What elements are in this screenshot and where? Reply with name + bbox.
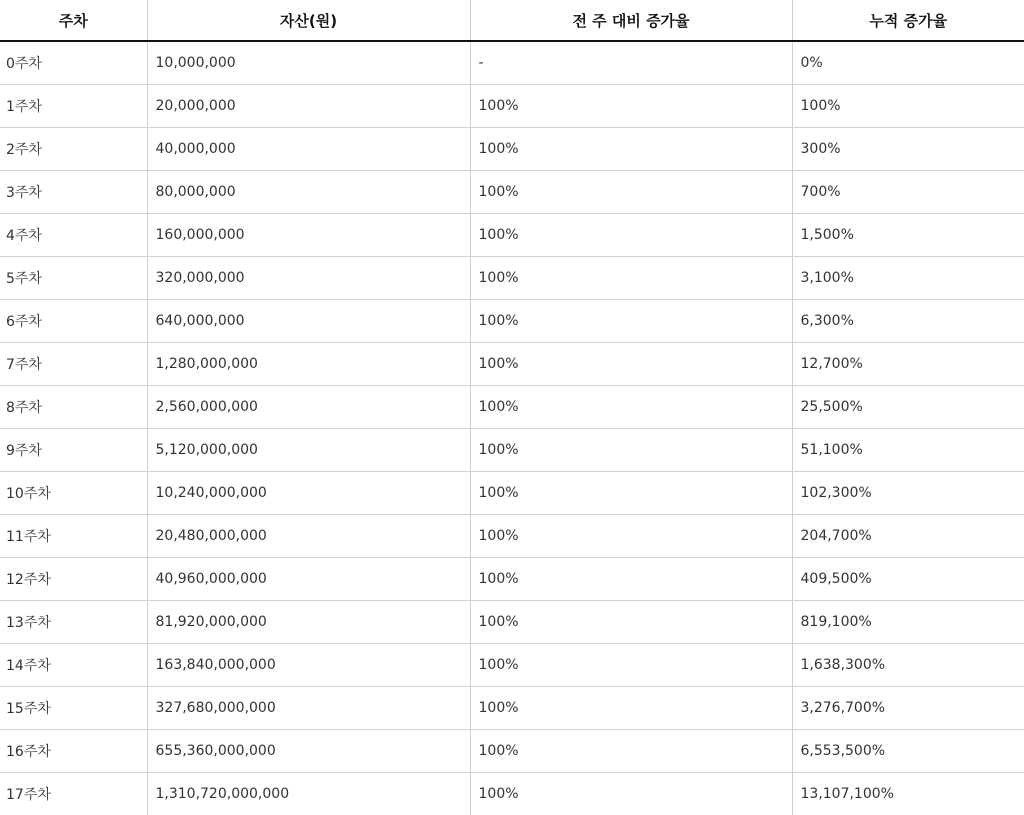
weekly-growth-cell: 100% — [470, 299, 792, 342]
table-row — [0, 600, 1024, 643]
header-cumulative-growth: 누적 증가율 — [792, 0, 1024, 41]
weekly-growth-cell: 100% — [470, 557, 792, 600]
cumulative-growth-cell: 700% — [792, 170, 1024, 213]
cumulative-growth-cell: 204,700% — [792, 514, 1024, 557]
table-row — [0, 471, 1024, 514]
weekly-growth-cell: 100% — [470, 471, 792, 514]
cumulative-growth-cell: 13,107,100% — [792, 772, 1024, 815]
week-cell: 17주차 — [6, 786, 51, 803]
week-cell: 0주차 — [0, 41, 147, 84]
table-row — [0, 170, 1024, 213]
week-cell: 6주차 — [0, 299, 147, 342]
asset-cell: 1,310,720,000,000 — [147, 772, 470, 815]
asset-cell: 320,000,000 — [147, 256, 470, 299]
header-weekly-growth: 전 주 대비 증가율 — [470, 0, 792, 41]
cumulative-growth-cell: 819,100% — [792, 600, 1024, 643]
asset-cell: 1,280,000,000 — [147, 342, 470, 385]
table-row — [0, 686, 1024, 729]
cumulative-growth-cell: 3,100% — [792, 256, 1024, 299]
week-cell: 3주차 — [0, 170, 147, 213]
week-cell: 1주차 — [0, 84, 147, 127]
table-row — [0, 385, 1024, 428]
table-row — [0, 256, 1024, 299]
week-cell: 12주차 — [0, 557, 147, 600]
weekly-growth-cell: 100% — [470, 428, 792, 471]
table-row — [0, 41, 1024, 84]
header-week: 주차 — [0, 0, 147, 41]
weekly-growth-cell: 100% — [470, 772, 792, 815]
cumulative-growth-cell: 6,553,500% — [792, 729, 1024, 772]
asset-cell: 5,120,000,000 — [147, 428, 470, 471]
cumulative-growth-cell: 102,300% — [792, 471, 1024, 514]
table-row — [0, 213, 1024, 256]
asset-cell: 20,480,000,000 — [147, 514, 470, 557]
weekly-growth-cell: 100% — [470, 84, 792, 127]
table-row — [0, 772, 1024, 815]
weekly-growth-cell: 100% — [470, 643, 792, 686]
asset-cell: 2,560,000,000 — [147, 385, 470, 428]
weekly-growth-cell: 100% — [470, 385, 792, 428]
week-cell: 11주차 — [0, 514, 147, 557]
asset-cell: 20,000,000 — [147, 84, 470, 127]
week-cell: 5주차 — [0, 256, 147, 299]
asset-cell: 160,000,000 — [147, 213, 470, 256]
week-cell: 14주차 — [0, 643, 147, 686]
table-row — [0, 428, 1024, 471]
week-cell: 8주차 — [0, 385, 147, 428]
header-assets: 자산(원) — [147, 0, 470, 41]
cumulative-growth-cell: 3,276,700% — [792, 686, 1024, 729]
weekly-growth-cell: - — [470, 41, 792, 84]
asset-cell: 40,000,000 — [147, 127, 470, 170]
table-row — [0, 729, 1024, 772]
asset-cell: 655,360,000,000 — [147, 729, 470, 772]
weekly-growth-cell: 100% — [470, 729, 792, 772]
week-cell: 15주차 — [0, 686, 147, 729]
asset-cell: 10,240,000,000 — [147, 471, 470, 514]
asset-cell: 163,840,000,000 — [147, 643, 470, 686]
weekly-growth-cell: 100% — [470, 170, 792, 213]
weekly-growth-cell: 100% — [470, 256, 792, 299]
weekly-growth-cell: 100% — [470, 342, 792, 385]
week-cell: 16주차 — [0, 729, 147, 772]
cumulative-growth-cell: 0% — [792, 41, 1024, 84]
weekly-growth-cell: 100% — [470, 686, 792, 729]
cumulative-growth-cell: 25,500% — [792, 385, 1024, 428]
header-row — [0, 0, 1024, 41]
week-cell: 10주차 — [0, 471, 147, 514]
weekly-growth-cell: 100% — [470, 514, 792, 557]
asset-cell: 327,680,000,000 — [147, 686, 470, 729]
table-row — [0, 514, 1024, 557]
asset-cell: 80,000,000 — [147, 170, 470, 213]
week-cell: 2주차 — [0, 127, 147, 170]
week-cell: 7주차 — [0, 342, 147, 385]
asset-cell: 81,920,000,000 — [147, 600, 470, 643]
cumulative-growth-cell: 1,638,300% — [792, 643, 1024, 686]
table-row — [0, 342, 1024, 385]
table-row — [0, 299, 1024, 342]
cumulative-growth-cell: 6,300% — [792, 299, 1024, 342]
table-row — [0, 643, 1024, 686]
table-row — [0, 557, 1024, 600]
asset-cell: 640,000,000 — [147, 299, 470, 342]
table-row — [0, 127, 1024, 170]
cumulative-growth-cell: 51,100% — [792, 428, 1024, 471]
cumulative-growth-cell: 12,700% — [792, 342, 1024, 385]
table-row — [0, 84, 1024, 127]
week-cell: 13주차 — [0, 600, 147, 643]
cumulative-growth-cell: 100% — [792, 84, 1024, 127]
asset-cell: 10,000,000 — [147, 41, 470, 84]
weekly-growth-cell: 100% — [470, 127, 792, 170]
week-cell: 4주차 — [0, 213, 147, 256]
cumulative-growth-cell: 1,500% — [792, 213, 1024, 256]
cumulative-growth-cell: 409,500% — [792, 557, 1024, 600]
cumulative-growth-cell: 300% — [792, 127, 1024, 170]
weekly-growth-cell: 100% — [470, 600, 792, 643]
weekly-growth-cell: 100% — [470, 213, 792, 256]
asset-cell: 40,960,000,000 — [147, 557, 470, 600]
week-cell: 9주차 — [0, 428, 147, 471]
